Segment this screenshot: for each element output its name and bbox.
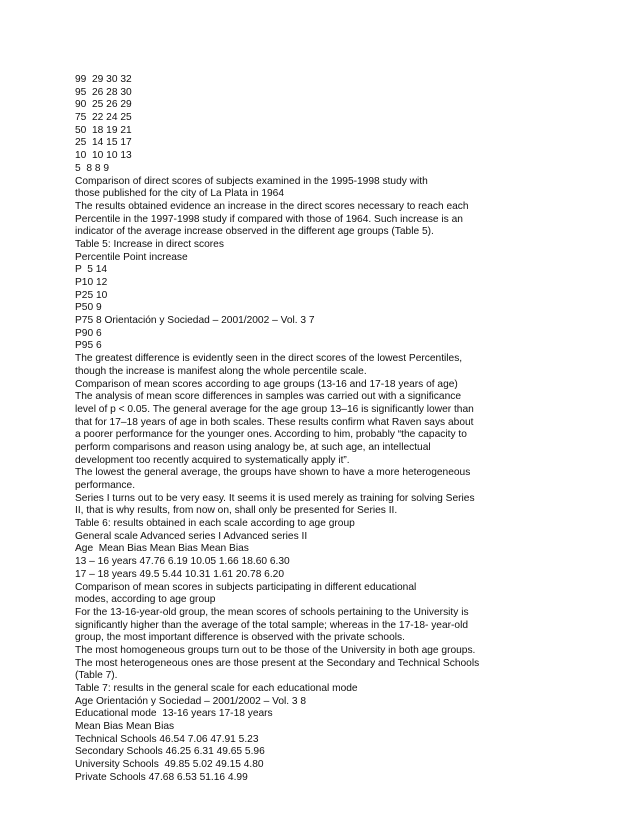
text-line: P95 6	[75, 340, 102, 352]
text-line: P50 9	[75, 302, 102, 314]
text-line: 99 29 30 32	[75, 74, 132, 85]
text-line: 50 18 19 21	[75, 124, 132, 136]
text-line: 13 – 16 years 47.76 6.19 10.05 1.66 18.60 6.30	[75, 556, 290, 568]
text-line: P10 12	[75, 277, 108, 288]
text-line: Comparison of mean scores according to age groups (13-16 and 17-18 years of age)	[75, 378, 458, 390]
text-line: General scale Advanced series I Advanced series II	[75, 530, 308, 542]
text-line: Percentile in the 1997-1998 study if compared with those of 1964. Such increase is an	[75, 213, 463, 225]
text-line: Comparison of mean scores in subjects participating in different educational	[75, 581, 417, 593]
text-line: The most homogeneous groups turn out to be those of the University in both age groups.	[75, 644, 476, 656]
text-line: P 5 14	[75, 264, 108, 276]
text-line: though the increase is manifest along the whole percentile scale.	[75, 365, 367, 377]
document-page	[75, 74, 575, 785]
text-line: group, the most important difference is observed with the private schools.	[75, 632, 405, 644]
text-line: modes, according to age group	[75, 594, 216, 606]
text-line: that for 17–18 years of age in both scales. These results confirm what Raven says about	[75, 416, 474, 428]
text-line: The results obtained evidence an increase in the direct scores necessary to reach each	[75, 200, 469, 212]
text-line: P25 10	[75, 289, 108, 301]
text-line: Series I turns out to be very easy. It seems it is used merely as training for solving Series	[75, 492, 475, 504]
text-line: Private Schools 47.68 6.53 51.16 4.99	[75, 771, 248, 783]
text-line: a poorer performance for the younger ones. According to him, probably “the capacity to	[75, 429, 467, 441]
text-line: The most heterogeneous ones are those present at the Secondary and Technical Schools	[75, 657, 480, 669]
text-line: perform comparisons and reason using analogy be, at such age, an intellectual	[75, 441, 431, 453]
text-line: Table 6: results obtained in each scale according to age group	[75, 518, 355, 530]
text-line: development too recently acquired to systematically apply it”.	[75, 454, 350, 466]
text-line: P75 8 Orientación y Sociedad – 2001/2002 – Vol. 3 7	[75, 315, 315, 327]
text-line: 75 22 24 25	[75, 112, 132, 124]
text-line: Percentile Point increase	[75, 251, 188, 263]
text-line: For the 13-16-year-old group, the mean scores of schools pertaining to the University is	[75, 606, 469, 618]
text-line: Secondary Schools 46.25 6.31 49.65 5.96	[75, 746, 265, 758]
text-line: Table 5: Increase in direct scores	[75, 238, 224, 250]
text-line: 95 26 28 30	[75, 86, 132, 98]
text-line: 5 8 8 9	[75, 162, 109, 174]
text-line: Educational mode 13-16 years 17-18 years	[75, 708, 273, 720]
text-line: 17 – 18 years 49.5 5.44 10.31 1.61 20.78 6.20	[75, 568, 285, 580]
text-line: The greatest difference is evidently seen in the direct scores of the lowest Percentiles,	[75, 353, 463, 365]
text-line: Technical Schools 46.54 7.06 47.91 5.23	[75, 733, 259, 745]
text-line: P90 6	[75, 327, 102, 339]
text-line: Age Orientación y Sociedad – 2001/2002 – Vol. 3 8	[75, 695, 307, 707]
text-line: level of p < 0.05. The general average for the age group 13–16 is significantly lower than	[75, 403, 474, 415]
text-line: The lowest the general average, the groups have shown to have a more heterogeneous	[75, 467, 471, 479]
text-line: The analysis of mean score differences in samples was carried out with a significance	[75, 391, 461, 403]
text-line: those published for the city of La Plata in 1964	[75, 188, 284, 200]
text-line: indicator of the average increase observed in the different age groups (Table 5).	[75, 226, 434, 238]
text-line: II, that is why results, from now on, shall only be presented for Series II.	[75, 505, 398, 517]
text-line: 90 25 26 29	[75, 99, 132, 111]
text-line: (Table 7).	[75, 670, 118, 682]
text-line: 10 10 10 13	[75, 150, 132, 162]
text-line: 25 14 15 17	[75, 137, 132, 149]
text-line: significantly higher than the average of the total sample; whereas in the 17-18- year-old	[75, 619, 469, 631]
text-line: performance.	[75, 480, 136, 491]
text-line: Age Mean Bias Mean Bias Mean Bias	[75, 543, 249, 555]
text-line: Table 7: results in the general scale for each educational mode	[75, 683, 358, 694]
text-line: University Schools 49.85 5.02 49.15 4.80	[75, 759, 264, 771]
text-line: Comparison of direct scores of subjects examined in the 1995-1998 study with	[75, 175, 428, 187]
text-line: Mean Bias Mean Bias	[75, 721, 175, 733]
